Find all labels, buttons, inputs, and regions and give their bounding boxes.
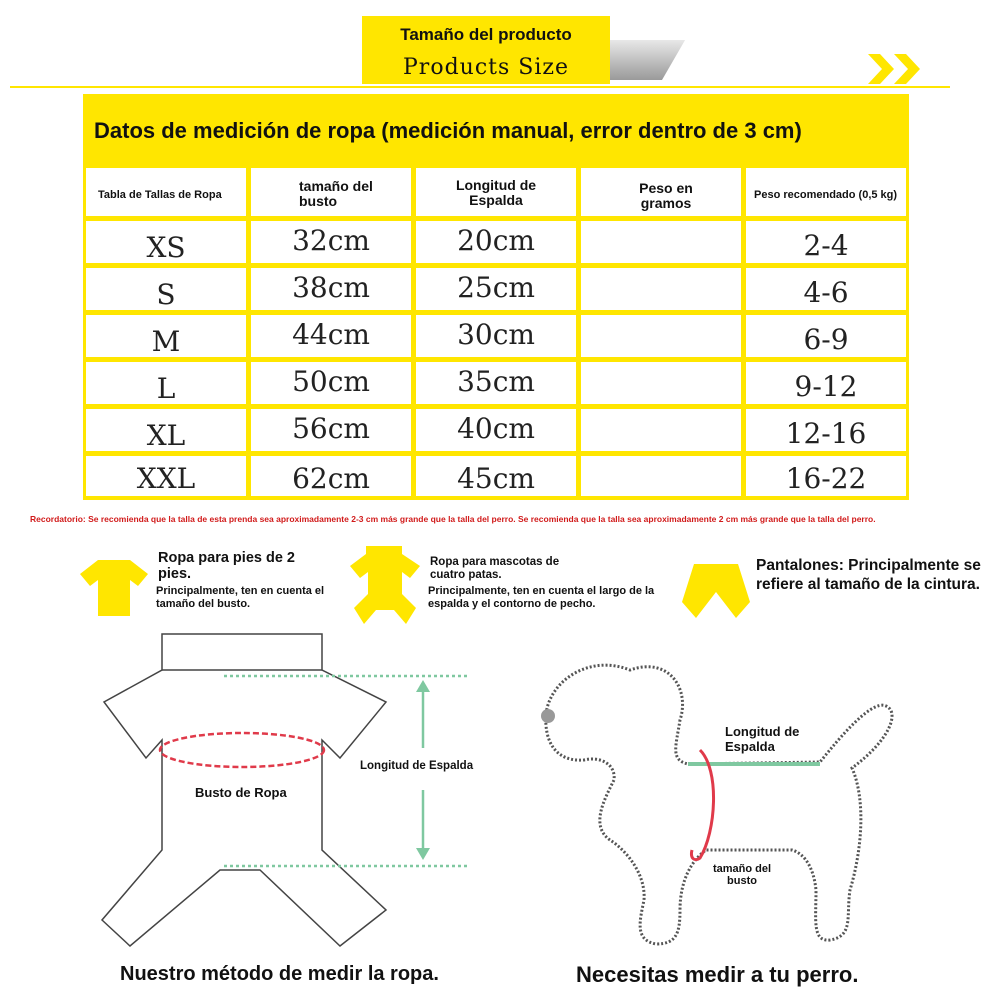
header-divider (10, 86, 950, 88)
table-cell-recommended: 6-9 (746, 315, 906, 357)
table-cell-recommended: 12-16 (746, 409, 906, 451)
clothes-measure-diagram (100, 630, 500, 950)
clothes-back-length-label: Longitud de Espalda (360, 760, 474, 772)
table-header-recommended: Peso recomendado (0,5 kg) (746, 168, 906, 216)
reminder-note: Recordatorio: Se recomienda que la talla de esta prenda sea aproximadamente 2-3 cm más grande que la talla del perro. Se recomienda que la talla sea aproximadamente 2 cm más grande que la talla del perro. (30, 514, 876, 524)
table-header-weight: Peso en gramos (581, 168, 741, 216)
table-cell-weight (581, 221, 741, 263)
table-cell-back: 45cm (416, 456, 576, 496)
dog-caption: Necesitas medir a tu perro. (576, 962, 859, 987)
pants-title: Pantalones: Principalmente se refiere al tamaño de la cintura. (756, 557, 981, 593)
clothes-caption: Nuestro método de medir la ropa. (120, 963, 439, 985)
table-cell-weight (581, 362, 741, 404)
four-feet-desc: Principalmente, ten en cuenta el largo de la espalda y el contorno de pecho. (428, 585, 655, 610)
four-leg-shirt-icon (344, 544, 426, 626)
table-title: Datos de medición de ropa (medición manual, error dentro de 3 cm) (94, 118, 802, 143)
table-cell-bust: 56cm (251, 409, 411, 451)
pants-icon (680, 562, 752, 620)
table-cell-weight (581, 456, 741, 496)
table-header-bust: tamaño del busto (251, 168, 411, 216)
table-cell-weight (581, 409, 741, 451)
table-cell-size: XS (86, 221, 246, 263)
dog-back-length-label: Longitud de Espalda (725, 724, 800, 754)
table-cell-bust: 44cm (251, 315, 411, 357)
clothes-bust-label: Busto de Ropa (195, 785, 287, 800)
four-feet-title: Ropa para mascotas de cuatro patas. (430, 556, 560, 581)
two-feet-title: Ropa para pies de 2 pies. (158, 550, 295, 582)
table-cell-recommended: 9-12 (746, 362, 906, 404)
table-cell-size: S (86, 268, 246, 310)
table-cell-bust: 62cm (251, 456, 411, 496)
table-cell-recommended: 2-4 (746, 221, 906, 263)
table-cell-bust: 38cm (251, 268, 411, 310)
table-cell-weight (581, 315, 741, 357)
table-cell-back: 30cm (416, 315, 576, 357)
two-feet-desc: Principalmente, ten en cuenta el tamaño del busto. (156, 585, 325, 610)
table-cell-size: XL (86, 409, 246, 451)
dog-measure-diagram (530, 650, 910, 950)
table-cell-size: L (86, 362, 246, 404)
table-header-back: Longitud de Espalda (416, 168, 576, 216)
table-cell-back: 20cm (416, 221, 576, 263)
two-leg-shirt-icon (78, 556, 150, 620)
table-header-size: Tabla de Tallas de Ropa (86, 168, 246, 216)
chevron-right-icon (892, 52, 926, 86)
header-title-es: Tamaño del producto (400, 25, 572, 44)
table-cell-back: 40cm (416, 409, 576, 451)
table-cell-size: XXL (86, 456, 246, 496)
table-cell-back: 25cm (416, 268, 576, 310)
table-cell-bust: 50cm (251, 362, 411, 404)
table-cell-weight (581, 268, 741, 310)
table-cell-recommended: 4-6 (746, 268, 906, 310)
table-cell-bust: 32cm (251, 221, 411, 263)
table-cell-recommended: 16-22 (746, 456, 906, 496)
table-cell-back: 35cm (416, 362, 576, 404)
dog-bust-label: tamaño del busto (712, 863, 772, 887)
header-title-en: Products Size (403, 55, 569, 80)
table-cell-size: M (86, 315, 246, 357)
